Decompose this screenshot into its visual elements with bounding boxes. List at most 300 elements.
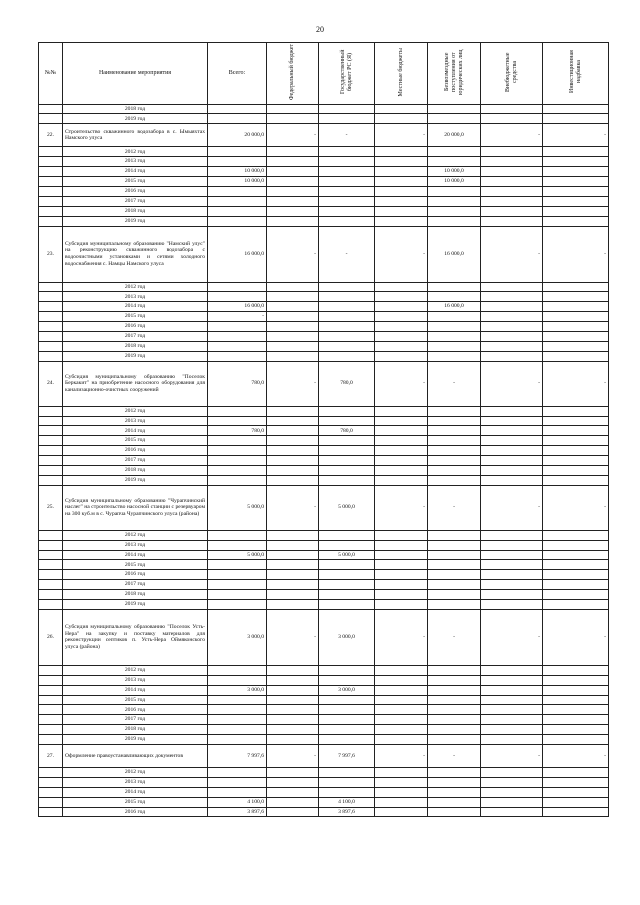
year-state-value [319,675,375,685]
year-state-value [319,787,375,797]
year-total-value [208,351,267,361]
year-extrabudget-value [481,807,543,817]
year-row [39,456,609,466]
item-invest: - [543,124,609,147]
year-gratuitous-value [428,797,481,807]
item-row [39,361,609,406]
year-local-value [375,456,428,466]
year-local-value [375,177,428,187]
item-row [39,609,609,665]
year-num-cell [39,570,63,580]
item-state: 7 997,6 [319,745,375,768]
year-local-value [375,725,428,735]
year-extrabudget-value [481,114,543,124]
year-invest-value [543,725,609,735]
year-local-value [375,580,428,590]
year-num-cell [39,715,63,725]
year-federal-value [267,167,319,177]
year-gratuitous-value [428,186,481,196]
year-state-value: 3 897,6 [319,807,375,817]
year-federal-value [267,331,319,341]
year-num-cell [39,787,63,797]
year-gratuitous-value [428,725,481,735]
year-label: 2019 год [63,599,208,609]
col-header-federal [267,43,319,105]
item-state: 780,0 [319,361,375,406]
year-invest-value [543,665,609,675]
year-local-value [375,540,428,550]
year-row [39,705,609,715]
item-total: 5 000,0 [208,485,267,530]
year-state-value [319,725,375,735]
year-federal-value [267,665,319,675]
year-total-value [208,436,267,446]
year-label: 2015 год [63,695,208,705]
year-local-value [375,715,428,725]
year-num-cell [39,540,63,550]
year-extrabudget-value [481,331,543,341]
year-num-cell [39,147,63,157]
year-label: 2013 год [63,157,208,167]
year-gratuitous-value [428,292,481,302]
year-local-value [375,436,428,446]
year-federal-value [267,735,319,745]
year-federal-value [267,570,319,580]
year-label: 2018 год [63,465,208,475]
year-invest-value [543,322,609,332]
year-total-value [208,675,267,685]
year-extrabudget-value [481,705,543,715]
year-state-value [319,114,375,124]
year-total-value [208,282,267,292]
year-local-value [375,560,428,570]
item-name: Оформление правоустанавливающих документов [63,745,208,768]
year-total-value [208,705,267,715]
year-gratuitous-value [428,530,481,540]
year-num-cell [39,292,63,302]
item-invest: - [543,745,609,768]
year-num-cell [39,186,63,196]
year-state-value [319,665,375,675]
col-header-local-label: Местные бюджеты [397,47,404,97]
year-local-value [375,312,428,322]
year-federal-value [267,206,319,216]
year-extrabudget-value [481,341,543,351]
year-label: 2015 год [63,797,208,807]
year-gratuitous-value [428,475,481,485]
year-local-value [375,216,428,226]
item-number: 27. [39,745,63,768]
year-extrabudget-value [481,570,543,580]
year-federal-value [267,292,319,302]
item-name: Субсидия муниципальному образованию "Намский улус" на реконструкцию скважинного водозабора с водоочистными установками и сетями холодного водоснабжения с. Намцы Намского улуса [63,226,208,282]
item-gratuitous: - [428,609,481,665]
year-row [39,436,609,446]
item-gratuitous: - [428,485,481,530]
year-federal-value [267,426,319,436]
year-state-value [319,436,375,446]
year-extrabudget-value [481,416,543,426]
year-state-value [319,446,375,456]
year-local-value [375,665,428,675]
item-total: 7 997,6 [208,745,267,768]
year-local-value [375,590,428,600]
year-federal-value [267,147,319,157]
year-local-value [375,322,428,332]
year-local-value [375,341,428,351]
year-state-value [319,465,375,475]
item-invest: - [543,485,609,530]
year-gratuitous-value [428,787,481,797]
year-label: 2016 год [63,186,208,196]
year-total-value: 780,0 [208,426,267,436]
year-row [39,341,609,351]
col-header-local [375,43,428,105]
year-row [39,322,609,332]
year-gratuitous-value [428,426,481,436]
year-local-value [375,465,428,475]
col-header-invest [543,43,609,105]
item-row [39,226,609,282]
year-state-value [319,312,375,322]
year-federal-value [267,807,319,817]
year-state-value: 780,0 [319,426,375,436]
year-federal-value [267,475,319,485]
year-local-value [375,777,428,787]
year-extrabudget-value [481,186,543,196]
year-extrabudget-value [481,436,543,446]
year-invest-value [543,768,609,778]
year-num-cell [39,550,63,560]
year-gratuitous-value [428,406,481,416]
year-num-cell [39,446,63,456]
year-state-value [319,590,375,600]
col-header-num: №№ [39,43,63,105]
year-row [39,114,609,124]
year-label: 2012 год [63,147,208,157]
col-header-extrabudget [481,43,543,105]
year-label: 2015 год [63,312,208,322]
year-row [39,351,609,361]
year-label: 2012 год [63,530,208,540]
year-federal-value [267,560,319,570]
year-row [39,196,609,206]
year-local-value [375,599,428,609]
item-extrabudget: - [481,124,543,147]
year-local-value [375,351,428,361]
year-federal-value [267,282,319,292]
year-num-cell [39,530,63,540]
year-label: 2017 год [63,196,208,206]
year-invest-value [543,685,609,695]
year-invest-value [543,590,609,600]
item-state: 3 000,0 [319,609,375,665]
item-extrabudget: - [481,745,543,768]
year-state-value: 3 000,0 [319,685,375,695]
year-row [39,282,609,292]
year-num-cell [39,665,63,675]
year-federal-value [267,196,319,206]
item-gratuitous: - [428,745,481,768]
year-row [39,206,609,216]
year-num-cell [39,797,63,807]
year-gratuitous-value [428,206,481,216]
year-federal-value [267,157,319,167]
year-gratuitous-value [428,580,481,590]
year-state-value [319,216,375,226]
year-state-value [319,302,375,312]
year-federal-value [267,695,319,705]
year-state-value [319,104,375,114]
year-gratuitous-value [428,695,481,705]
year-federal-value [267,351,319,361]
year-extrabudget-value [481,725,543,735]
year-num-cell [39,590,63,600]
year-gratuitous-value: 10 000,0 [428,177,481,187]
year-label: 2012 год [63,282,208,292]
year-state-value [319,560,375,570]
year-state-value [319,406,375,416]
item-gratuitous: 16 000,0 [428,226,481,282]
item-local: - [375,226,428,282]
year-local-value [375,675,428,685]
year-local-value [375,292,428,302]
year-label: 2013 год [63,292,208,302]
year-federal-value [267,341,319,351]
year-num-cell [39,196,63,206]
year-extrabudget-value [481,312,543,322]
year-label: 2016 год [63,446,208,456]
year-extrabudget-value [481,735,543,745]
year-extrabudget-value [481,550,543,560]
year-federal-value [267,685,319,695]
year-label: 2016 год [63,807,208,817]
year-row [39,465,609,475]
item-name: Субсидия муниципальному образованию "Чурапчинский наслег" на строительство насосной станции с резервуаром на 300 куб.м в с. Чурапча Чурапчинского улуса (района) [63,485,208,530]
year-federal-value [267,312,319,322]
year-gratuitous-value [428,705,481,715]
year-gratuitous-value [428,114,481,124]
year-invest-value [543,456,609,466]
year-extrabudget-value [481,675,543,685]
year-federal-value [267,465,319,475]
year-gratuitous-value [428,351,481,361]
year-extrabudget-value [481,685,543,695]
year-state-value [319,570,375,580]
table-body [39,104,609,817]
year-row [39,675,609,685]
year-total-value [208,599,267,609]
year-row [39,768,609,778]
year-num-cell [39,416,63,426]
year-gratuitous-value [428,147,481,157]
year-gratuitous-value: 10 000,0 [428,167,481,177]
year-extrabudget-value [481,560,543,570]
year-label: 2019 год [63,475,208,485]
year-invest-value [543,114,609,124]
year-gratuitous-value [428,312,481,322]
year-label: 2014 год [63,302,208,312]
year-row [39,406,609,416]
year-state-value [319,530,375,540]
item-local: - [375,609,428,665]
year-row [39,426,609,436]
year-local-value [375,530,428,540]
year-row [39,560,609,570]
year-extrabudget-value [481,777,543,787]
year-local-value [375,206,428,216]
year-local-value [375,416,428,426]
year-gratuitous-value [428,550,481,560]
year-total-value [208,777,267,787]
year-num-cell [39,341,63,351]
year-local-value [375,406,428,416]
year-invest-value [543,475,609,485]
year-row [39,540,609,550]
year-label: 2016 год [63,705,208,715]
item-row [39,745,609,768]
year-label: 2014 год [63,787,208,797]
year-state-value [319,416,375,426]
year-federal-value [267,530,319,540]
year-extrabudget-value [481,715,543,725]
year-local-value [375,695,428,705]
year-invest-value [543,675,609,685]
year-row [39,302,609,312]
year-gratuitous-value [428,341,481,351]
year-invest-value [543,147,609,157]
year-local-value [375,446,428,456]
year-label: 2018 год [63,725,208,735]
year-total-value [208,540,267,550]
year-local-value [375,787,428,797]
item-invest: - [543,609,609,665]
col-header-invest-label: Инвестиционная надбавка [568,50,582,94]
year-num-cell [39,302,63,312]
year-num-cell [39,177,63,187]
year-num-cell [39,456,63,466]
page-number: 20 [316,25,324,34]
year-invest-value [543,416,609,426]
year-invest-value [543,177,609,187]
year-row [39,777,609,787]
item-number: 22. [39,124,63,147]
year-gratuitous-value [428,570,481,580]
year-total-value [208,580,267,590]
year-invest-value [543,436,609,446]
item-local: - [375,361,428,406]
year-local-value [375,196,428,206]
item-invest: - [543,226,609,282]
year-state-value [319,341,375,351]
item-federal: - [267,609,319,665]
item-row [39,485,609,530]
year-federal-value [267,446,319,456]
year-row [39,599,609,609]
year-gratuitous-value [428,768,481,778]
year-extrabudget-value [481,302,543,312]
year-state-value [319,186,375,196]
col-header-name: Наименование мероприятия [63,43,208,105]
year-label: 2019 год [63,351,208,361]
year-total-value: 5 000,0 [208,550,267,560]
year-label: 2018 год [63,104,208,114]
year-invest-value [543,446,609,456]
year-federal-value [267,302,319,312]
item-total: 3 000,0 [208,609,267,665]
year-local-value [375,570,428,580]
year-total-value: 16 000,0 [208,302,267,312]
year-invest-value [543,695,609,705]
year-num-cell [39,768,63,778]
item-gratuitous: 20 000,0 [428,124,481,147]
year-total-value: 10 000,0 [208,177,267,187]
year-num-cell [39,695,63,705]
year-federal-value [267,715,319,725]
year-total-value [208,665,267,675]
year-total-value: - [208,312,267,322]
year-gratuitous-value [428,599,481,609]
year-total-value [208,735,267,745]
year-gratuitous-value [428,777,481,787]
year-label: 2013 год [63,777,208,787]
item-local: - [375,124,428,147]
item-state: - [319,124,375,147]
year-invest-value [543,292,609,302]
year-num-cell [39,599,63,609]
year-gratuitous-value [428,665,481,675]
year-invest-value [543,787,609,797]
year-row [39,580,609,590]
col-header-federal-label: Федеральный бюджет [289,43,295,101]
year-total-value [208,475,267,485]
year-total-value [208,322,267,332]
year-extrabudget-value [481,406,543,416]
year-federal-value [267,406,319,416]
year-invest-value [543,167,609,177]
item-total: 16 000,0 [208,226,267,282]
year-invest-value [543,341,609,351]
item-name: Строительство скважинного водозабора в с. Ымыяхтах Намского улуса [63,124,208,147]
year-state-value [319,282,375,292]
year-invest-value [543,530,609,540]
year-row [39,331,609,341]
year-row [39,685,609,695]
year-gratuitous-value [428,465,481,475]
year-gratuitous-value [428,104,481,114]
year-num-cell [39,725,63,735]
year-local-value [375,331,428,341]
item-number: 26. [39,609,63,665]
year-invest-value [543,540,609,550]
year-state-value [319,292,375,302]
year-num-cell [39,206,63,216]
year-extrabudget-value [481,599,543,609]
year-row [39,446,609,456]
year-invest-value [543,186,609,196]
item-number: 24. [39,361,63,406]
year-state-value [319,147,375,157]
year-state-value [319,768,375,778]
year-extrabudget-value [481,665,543,675]
year-federal-value [267,114,319,124]
item-federal: - [267,226,319,282]
year-num-cell [39,322,63,332]
year-federal-value [267,590,319,600]
year-label: 2016 год [63,570,208,580]
year-local-value [375,186,428,196]
year-row [39,475,609,485]
